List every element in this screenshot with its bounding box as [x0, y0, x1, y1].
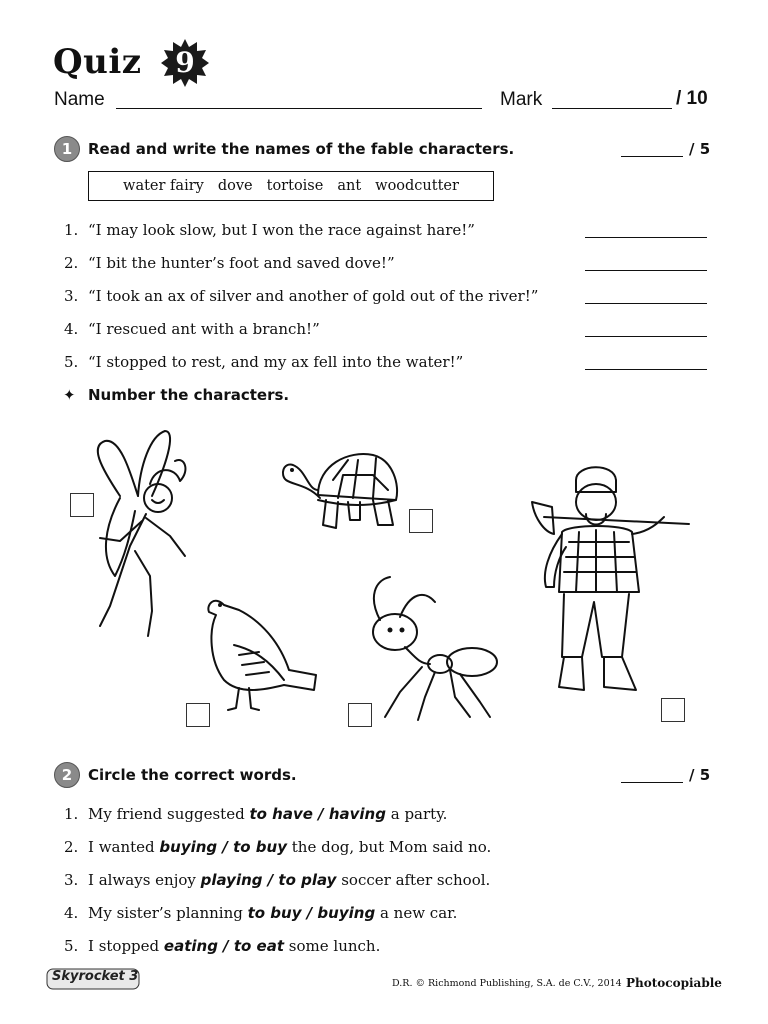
list-item: 2. “I bit the hunter’s foot and saved dove!” [64, 254, 395, 272]
word-choice[interactable]: to buy / buying [247, 904, 376, 922]
section-2-score-field[interactable] [621, 782, 683, 783]
answer-field[interactable] [585, 303, 707, 304]
word-choice[interactable]: playing / to play [200, 871, 337, 889]
answer-field[interactable] [585, 336, 707, 337]
water-fairy-illustration [80, 426, 200, 642]
dove-number-checkbox[interactable] [186, 703, 210, 727]
word-bank-item: dove [217, 178, 253, 194]
section-2-instruction: Circle the correct words. [88, 766, 297, 784]
list-item: 2. I wanted buying / to buy the dog, but Mom said no. [64, 838, 492, 856]
list-item: 3. I always enjoy playing / to play soccer after school. [64, 871, 491, 889]
section-1-score: / 5 [689, 140, 711, 158]
list-item: 5. “I stopped to rest, and my ax fell into the water!” [64, 353, 464, 371]
skyrocket-logo-text: Skyrocket 3 [52, 969, 139, 984]
section-2-number: 2 [54, 762, 80, 788]
section-2-score: / 5 [689, 766, 711, 784]
dove-illustration [204, 590, 322, 715]
list-item: 5. I stopped eating / to eat some lunch. [64, 937, 381, 955]
answer-field[interactable] [585, 237, 707, 238]
section-1-score-field[interactable] [621, 156, 683, 157]
woodcutter-illustration [524, 462, 692, 698]
photocopiable-label: Photocopiable [626, 976, 722, 990]
name-label: Name [54, 89, 105, 110]
section-1-number: 1 [54, 136, 80, 162]
mark-label: Mark [500, 89, 543, 110]
word-bank-item: woodcutter [375, 178, 459, 194]
word-choice[interactable]: eating / to eat [163, 937, 285, 955]
copyright-text: D.R. © Richmond Publishing, S.A. de C.V., 2014 [392, 978, 622, 989]
word-choice[interactable]: buying / to buy [159, 838, 287, 856]
answer-field[interactable] [585, 369, 707, 370]
quiz-number: 9 [175, 46, 195, 79]
name-field[interactable] [116, 108, 482, 109]
fairy-number-checkbox[interactable] [70, 493, 94, 517]
mark-field[interactable] [552, 108, 672, 109]
tortoise-number-checkbox[interactable] [409, 509, 433, 533]
list-item: 4. “I rescued ant with a branch!” [64, 320, 320, 338]
word-bank-item: tortoise [266, 178, 324, 194]
ant-illustration [360, 572, 500, 722]
bonus-instruction: Number the characters. [88, 386, 290, 404]
quiz-title: Quiz [53, 42, 142, 82]
word-bank-item: water fairy [123, 178, 204, 194]
answer-field[interactable] [585, 270, 707, 271]
bonus-star-icon: ✦ [63, 386, 76, 404]
list-item: 1. “I may look slow, but I won the race against hare!” [64, 221, 475, 239]
mark-total: / 10 [676, 88, 708, 109]
list-item: 1. My friend suggested to have / having a party. [64, 805, 448, 823]
word-bank [88, 171, 494, 201]
woodcutter-number-checkbox[interactable] [661, 698, 685, 722]
ant-number-checkbox[interactable] [348, 703, 372, 727]
word-choice[interactable]: to have / having [249, 805, 386, 823]
list-item: 4. My sister’s planning to buy / buying a new car. [64, 904, 458, 922]
list-item: 3. “I took an ax of silver and another of gold out of the river!” [64, 287, 539, 305]
tortoise-illustration [278, 440, 408, 535]
section-1-instruction: Read and write the names of the fable characters. [88, 140, 515, 158]
word-bank-item: ant [337, 178, 362, 194]
